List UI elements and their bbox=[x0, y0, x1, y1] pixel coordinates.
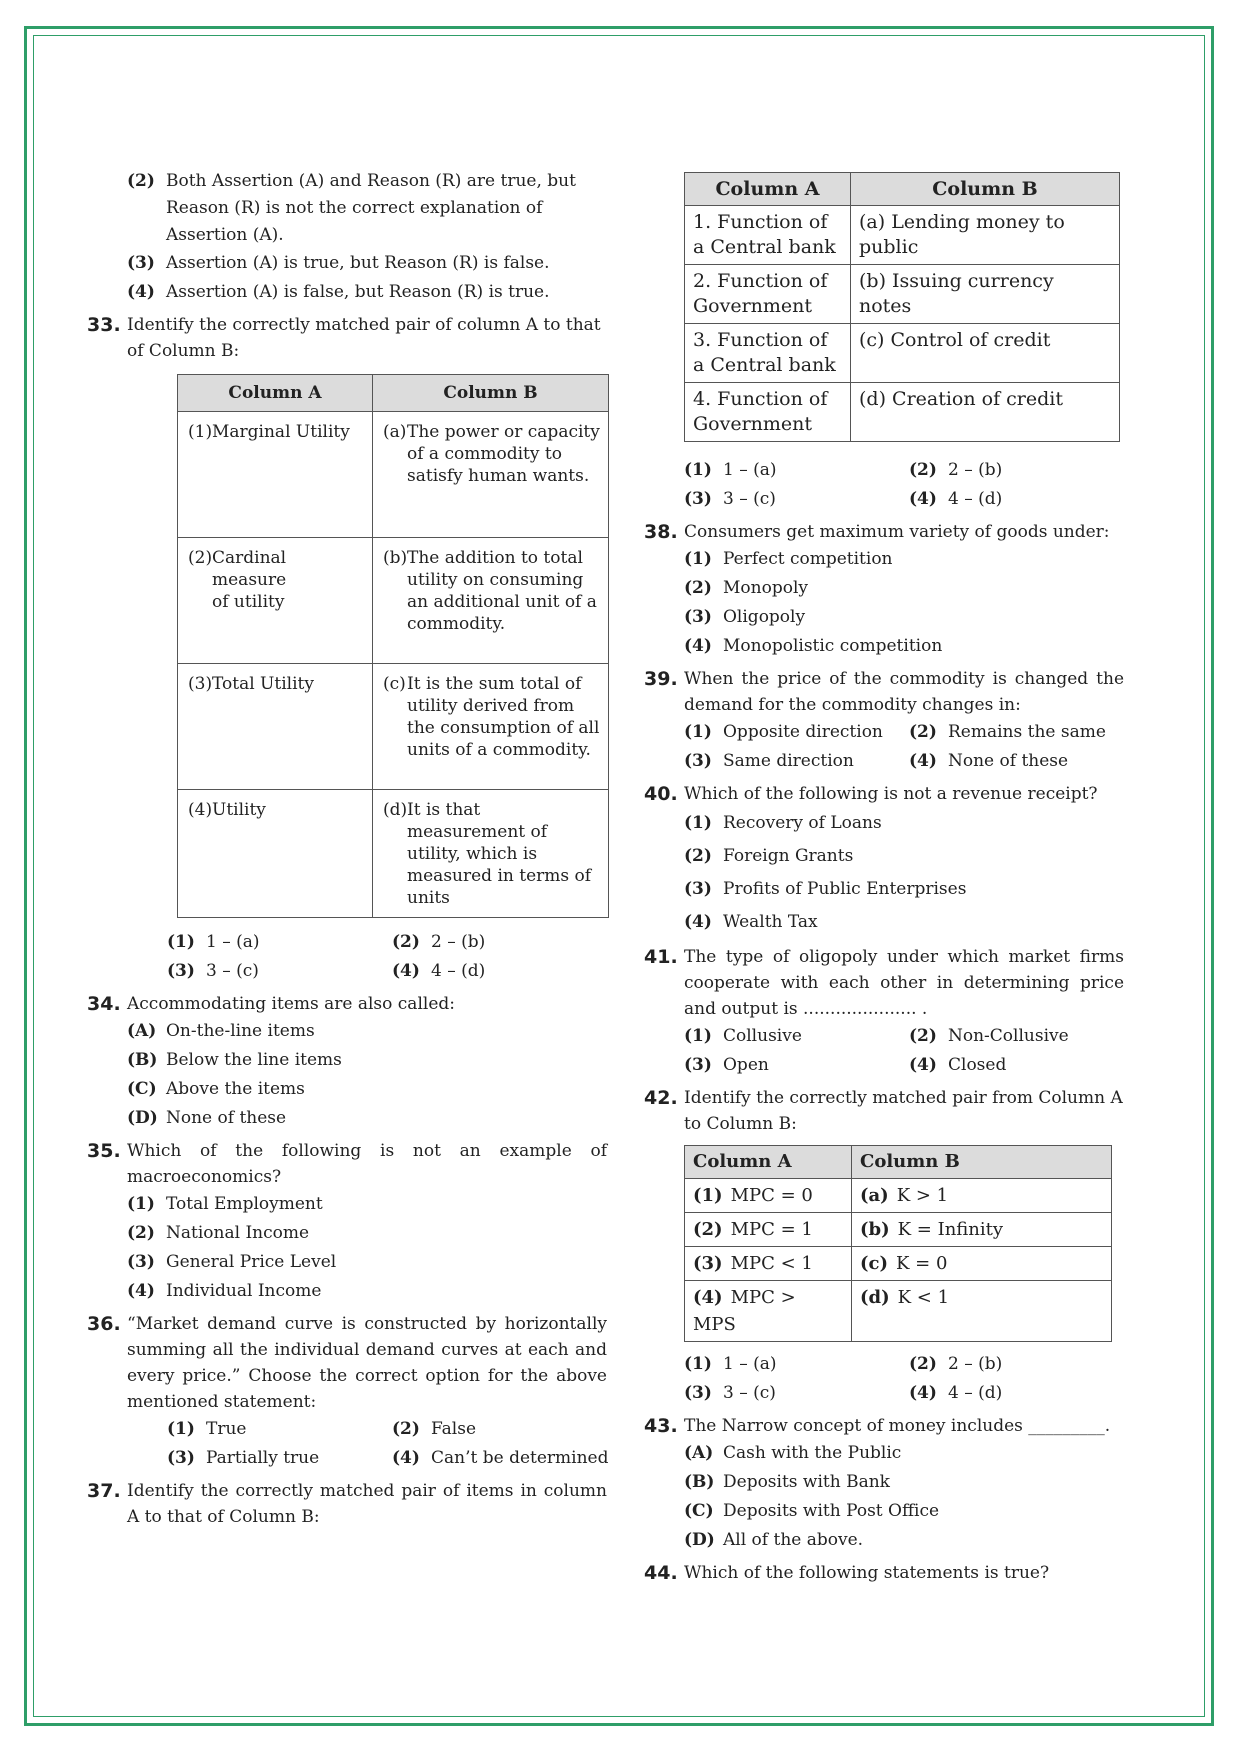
option-item: (B) Below the line items bbox=[127, 1050, 342, 1070]
option-item: (4) Assertion (A) is false, but Reason (R) is true. bbox=[127, 282, 550, 302]
table-row: 3. Function of a Central bank (c) Control of credit bbox=[685, 324, 1120, 383]
option-item: (2) Monopoly bbox=[684, 578, 808, 598]
option-item: (A) Cash with the Public bbox=[684, 1443, 902, 1463]
option-item: (1) Perfect competition bbox=[684, 549, 893, 569]
option-item: (C) Above the items bbox=[127, 1079, 305, 1099]
question-36: 36. “Market demand curve is constructed by horizontally summing all the individual demand curves at each and every price.” Choose the correct option for the above mentioned statement: bbox=[87, 1313, 607, 1412]
option-item: (B) Deposits with Bank bbox=[684, 1472, 890, 1492]
option-item: (D) All of the above. bbox=[684, 1530, 864, 1550]
option-item: (C) Deposits with Post Office bbox=[684, 1501, 940, 1521]
question-43: 43. The Narrow concept of money includes _________. bbox=[644, 1415, 1111, 1437]
option-item: (A) On-the-line items bbox=[127, 1021, 315, 1041]
option-item: (2) Both Assertion (A) and Reason (R) are true, but Reason (R) is not the correct explanation of Assertion (A). bbox=[127, 171, 576, 245]
question-37: 37. Identify the correctly matched pair of items in column A to that of Column B: bbox=[87, 1480, 607, 1527]
option-item: (4) Monopolistic competition bbox=[684, 636, 943, 656]
table-row: (3) MPC < 1 (c) K = 0 bbox=[685, 1247, 1112, 1281]
q33-options: (1) 1 – (a) (2) 2 – (b) (3) 3 – (c) (4) 4 – (d) bbox=[167, 932, 486, 981]
right-column bbox=[644, 172, 1124, 1586]
option-item: (2) National Income bbox=[127, 1223, 310, 1243]
table-row: 2. Function of Government (b) Issuing currency notes bbox=[685, 265, 1120, 324]
q36-options: (1) True (2) False (3) Partially true (4) Can’t be determined bbox=[167, 1419, 609, 1468]
question-33: 33. Identify the correctly matched pair of column A to that of Column B: bbox=[87, 314, 601, 361]
table-row: (1) Marginal Utility (a) The power or capacity of a commodity to satisfy human wants. bbox=[178, 412, 609, 538]
table-row: (4) Utility (d) It is that measurement of utility, which is measured in terms of units bbox=[178, 790, 609, 918]
option-item: (3) Profits of Public Enterprises bbox=[684, 879, 967, 899]
q37-match-table: Column A Column B 1. Function of a Central bank (a) Lending money to public 2. Function of Government (b) Issuing currency notes 3. Function of a Central bank (c) Control of credit 4. Function of Government (d) Creation of credit bbox=[684, 172, 1120, 442]
q42-options: (1) 1 – (a) (2) 2 – (b) (3) 3 – (c) (4) 4 – (d) bbox=[684, 1354, 1003, 1403]
option-item: (1) Recovery of Loans bbox=[684, 813, 882, 833]
table-row: 1. Function of a Central bank (a) Lending money to public bbox=[685, 206, 1120, 265]
table-row: (2) MPC = 1 (b) K = Infinity bbox=[685, 1213, 1112, 1247]
question-38: 38. Consumers get maximum variety of goods under: bbox=[644, 521, 1110, 543]
table-row: 4. Function of Government (d) Creation of credit bbox=[685, 383, 1120, 442]
question-39: 39. When the price of the commodity is changed the demand for the commodity changes in: bbox=[644, 668, 1124, 715]
q33-match-table: Column A Column B (1) Marginal Utility (a) The power or capacity of a commodity to satisfy human wants. (2) Cardinal measure of utility (b) The addition to total utility on consuming an additional unit of a commodity. (3) Total Utility (c) It is the sum total of utility derived from the consumption of all units of a commodity. (4) Utility (d) It is that measurement of utility, which is measured in terms of units bbox=[177, 374, 609, 918]
question-40: 40. Which of the following is not a revenue receipt? bbox=[644, 783, 1098, 805]
option-item: (2) Foreign Grants bbox=[684, 846, 854, 866]
option-item: (4) Individual Income bbox=[127, 1281, 322, 1301]
question-41: 41. The type of oligopoly under which market firms cooperate with each other in determining price and output is ..................... . bbox=[644, 946, 1124, 1019]
table-row: (2) Cardinal measure of utility (b) The addition to total utility on consuming an additional unit of a commodity. bbox=[178, 538, 609, 664]
question-34: 34. Accommodating items are also called: bbox=[87, 993, 455, 1015]
option-item: (4) Wealth Tax bbox=[684, 912, 818, 932]
option-item: (3) Oligopoly bbox=[684, 607, 806, 627]
q39-options: (1) Opposite direction (2) Remains the same (3) Same direction (4) None of these bbox=[684, 722, 1106, 771]
q41-options: (1) Collusive (2) Non-Collusive (3) Open (4) Closed bbox=[684, 1026, 1069, 1075]
question-44: 44. Which of the following statements is true? bbox=[644, 1562, 1050, 1584]
option-item: (3) Assertion (A) is true, but Reason (R) is false. bbox=[127, 253, 550, 273]
question-35: 35. Which of the following is not an example of macroeconomics? bbox=[87, 1140, 607, 1187]
q42-match-table: Column A Column B (1) MPC = 0 (a) K > 1 (2) MPC = 1 (b) K = Infinity (3) MPC < 1 (c) K = 0 (4) MPC > MPS (d) K < 1 bbox=[684, 1145, 1112, 1342]
table-row: (1) MPC = 0 (a) K > 1 bbox=[685, 1179, 1112, 1213]
option-item: (1) Total Employment bbox=[127, 1194, 323, 1214]
table-row: (4) MPC > MPS (d) K < 1 bbox=[685, 1281, 1112, 1342]
question-42: 42. Identify the correctly matched pair from Column A to Column B: bbox=[644, 1087, 1123, 1134]
q37-options: (1) 1 – (a) (2) 2 – (b) (3) 3 – (c) (4) 4 – (d) bbox=[684, 460, 1003, 509]
left-column bbox=[87, 168, 609, 1530]
option-item: (D) None of these bbox=[127, 1108, 287, 1128]
table-row: (3) Total Utility (c) It is the sum total of utility derived from the consumption of all units of a commodity. bbox=[178, 664, 609, 790]
option-item: (3) General Price Level bbox=[127, 1252, 337, 1272]
